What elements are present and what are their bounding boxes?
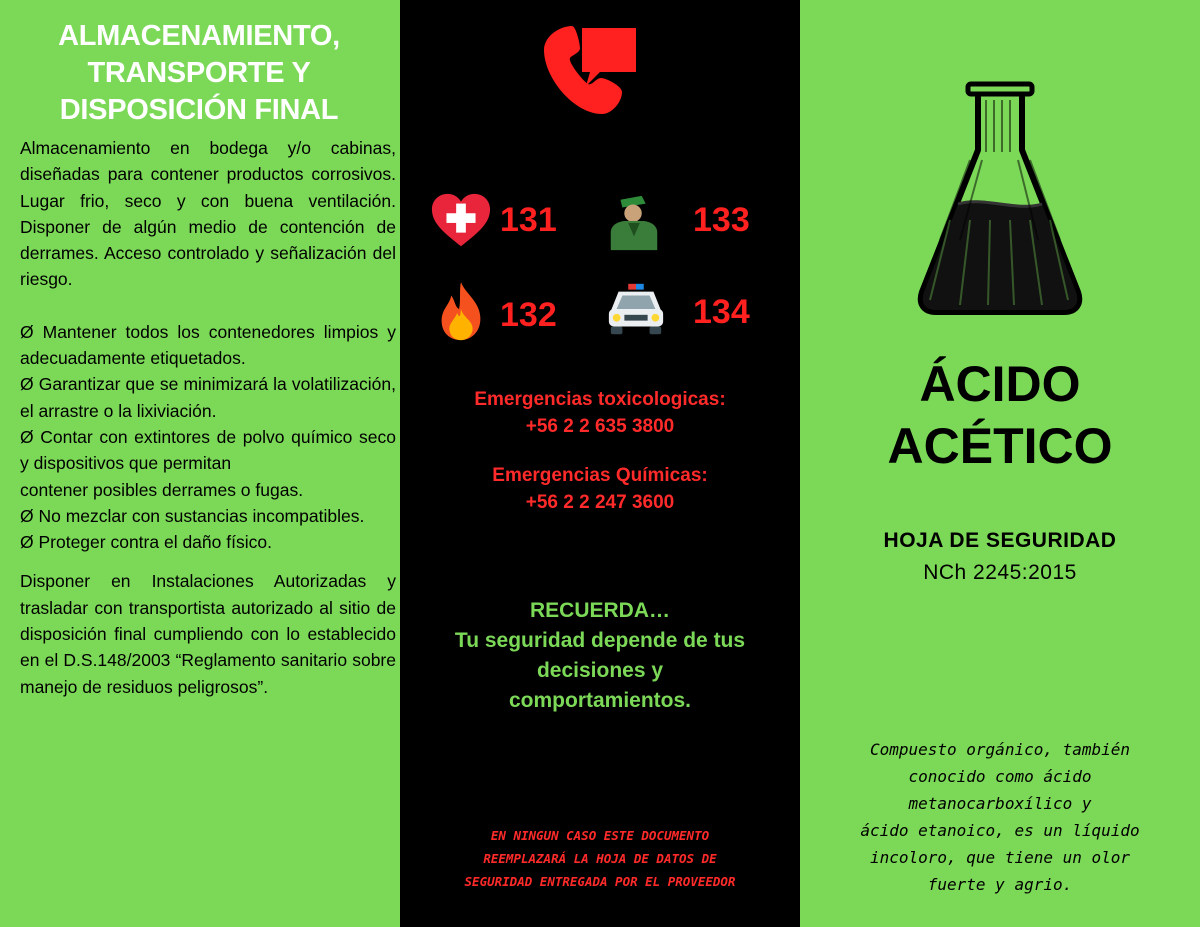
reminder-line: decisiones y	[536, 659, 664, 682]
phone-icon	[538, 22, 638, 122]
disclaimer-line: SEGURIDAD ENTREGADA POR EL PROVEEDOR	[464, 874, 736, 889]
fire-number: 132	[500, 296, 557, 334]
product-title-line: ACÉTICO	[887, 418, 1113, 474]
reminder-line: comportamientos.	[508, 689, 692, 712]
storage-bullet: contener posibles derrames o fugas.	[20, 479, 304, 500]
storage-panel	[0, 0, 400, 927]
disclaimer-line: EN NINGUN CASO ESTE DOCUMENTO	[490, 828, 710, 843]
erlenmeyer-flask-icon	[910, 80, 1090, 320]
storage-title-line: ALMACENAMIENTO,	[58, 20, 340, 52]
description-line: Compuesto orgánico, también	[869, 740, 1131, 759]
pdi-number: 134	[693, 293, 750, 331]
disclaimer-line: REEMPLAZARÁ LA HOJA DE DATOS DE	[483, 851, 717, 866]
emergency-panel	[400, 0, 800, 927]
storage-bullet: Ø No mezclar con sustancias incompatibles.	[20, 505, 365, 526]
storage-title-line: DISPOSICIÓN FINAL	[59, 94, 339, 126]
police-officer-icon	[603, 190, 665, 252]
storage-bullet: Ø Garantizar que se minimizará la volatilización, el arrastre o la lixiviación.	[20, 374, 396, 421]
description-line: conocido como ácido	[908, 767, 1092, 786]
police-car-icon	[605, 278, 667, 340]
reminder-title: RECUERDA…	[529, 599, 670, 622]
storage-title-line: TRANSPORTE Y	[87, 57, 311, 89]
norm-code: NCh 2245:2015	[923, 561, 1077, 584]
chemical-label: Emergencias Químicas:	[492, 465, 708, 486]
ambulance-number: 131	[500, 201, 557, 239]
description-line: ácido etanoico, es un líquido	[860, 821, 1140, 840]
storage-body	[20, 135, 396, 700]
disposal-paragraph: Disponer en Instalaciones Autorizadas y trasladar con transportista autorizado al sitio de disposición final cumpliendo con lo establecido en el D.S.148/2003 “Reglamento sanitario sobre manejo de residuos peligrosos”.	[20, 571, 396, 697]
product-title	[800, 353, 1200, 477]
reminder-block	[400, 596, 800, 716]
storage-bullet: Ø Contar con extintores de polvo químico seco y dispositivos que permitan	[20, 426, 396, 474]
description-line: incoloro, que tiene un olor	[869, 848, 1131, 867]
cover-panel	[800, 0, 1200, 927]
storage-bullet: Ø Proteger contra el daño físico.	[20, 532, 272, 553]
toxicology-phone: +56 2 2 635 3800	[525, 416, 675, 437]
storage-intro: Almacenamiento en bodega y/o cabinas, diseñadas para contener productos corrosivos. Lugar frio, seco y con buena ventilación. Disponer de algún medio de contención de derrames. Acceso controlado y señalización del riesgo.	[20, 138, 396, 290]
heart-cross-icon	[430, 190, 492, 252]
description-line: fuerte y agrio.	[927, 875, 1073, 894]
fire-icon	[430, 280, 492, 342]
storage-bullet: Ø Mantener todos los contenedores limpios y adecuadamente etiquetados.	[20, 321, 396, 369]
product-description	[820, 736, 1180, 898]
sheet-subtitle: HOJA DE SEGURIDAD	[883, 529, 1117, 552]
product-title-line: ÁCIDO	[919, 356, 1081, 412]
police-number: 133	[693, 201, 750, 239]
chemical-phone: +56 2 2 247 3600	[525, 492, 675, 513]
disclaimer	[400, 824, 800, 893]
reminder-line: Tu seguridad depende de tus	[454, 629, 746, 652]
description-line: metanocarboxílico y	[908, 794, 1092, 813]
storage-title	[20, 18, 396, 129]
toxicology-label: Emergencias toxicologicas:	[474, 389, 726, 410]
